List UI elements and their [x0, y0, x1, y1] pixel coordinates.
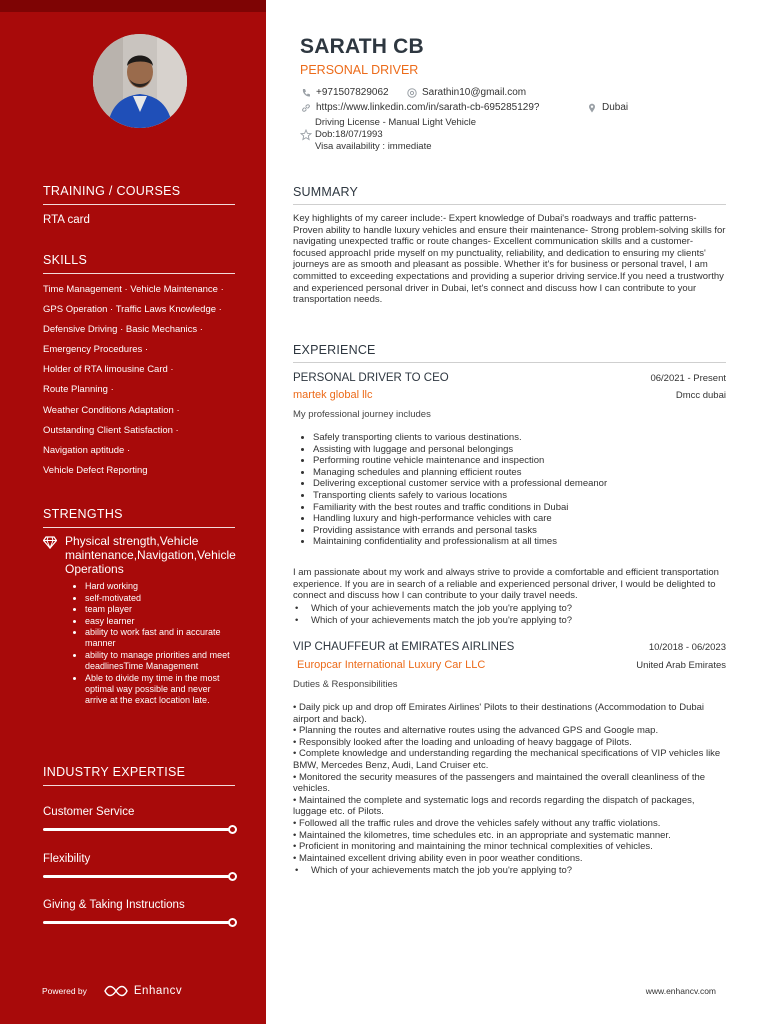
job1-question: • Which of your achievements match the job you're applying to? [293, 603, 726, 615]
linkedin-contact[interactable] [301, 102, 539, 113]
expertise-label: Giving & Taking Instructions [43, 899, 185, 911]
strength-item: • Hard working [85, 581, 235, 592]
phone-icon [301, 88, 311, 98]
expertise-label: Customer Service [43, 806, 135, 818]
strength-heading: Physical strength,Vehicle maintenance,Navigation,Vehicle Operations [65, 534, 236, 576]
phone-contact[interactable] [301, 87, 389, 98]
job2-duty: • Proficient in monitoring and maintaining the minor technical complexities of vehicles. [293, 841, 653, 853]
linkedin-text: https://www.linkedin.com/in/sarath-cb-695285129? [316, 102, 540, 113]
job1-bullet: • Familiarity with the best routes and traffic conditions in Dubai [313, 502, 723, 514]
job1-question: • Which of your achievements match the job you're applying to? [293, 615, 726, 627]
candidate-role: PERSONAL DRIVER [300, 63, 419, 77]
job1-bullet: • Maintaining confidentiality and professionalism at all times [313, 536, 723, 548]
candidate-name: SARATH CB [300, 35, 424, 58]
job2-duty: • Followed all the traffic rules and drove the vehicles safely without any traffic violations. [293, 817, 661, 829]
job1-bullet: • Transporting clients safely to various locations [313, 490, 723, 502]
job1-bullet: • Providing assistance with errands and personal tasks [313, 525, 723, 537]
job2-duties [293, 702, 726, 864]
strength-item: • easy learner [85, 616, 235, 627]
job2-question: • Which of your achievements match the job you're applying to? [293, 865, 726, 877]
star-icon [300, 129, 312, 141]
job1-bullets [313, 432, 723, 548]
expertise-list [43, 806, 235, 946]
job2-description: Duties & Responsibilities [293, 679, 398, 690]
job2-duty: • Monitored the security measures of the passengers and maintained the overall cleanliness of the vehicles. [293, 771, 706, 795]
expertise-title: INDUSTRY EXPERTISE [43, 765, 235, 786]
expertise-knob [228, 872, 237, 881]
email-contact[interactable] [407, 87, 526, 98]
skill-item: Vehicle Defect Reporting [43, 464, 148, 476]
strength-item: • team player [85, 604, 235, 615]
job1-bullet: • Safely transporting clients to various destinations. [313, 432, 723, 444]
skill-item: Defensive Driving · Basic Mechanics · [43, 324, 203, 336]
location-contact [587, 102, 628, 113]
strengths-title: STRENGTHS [43, 507, 235, 528]
experience-title: EXPERIENCE [293, 343, 726, 363]
expertise-section [43, 765, 235, 946]
job1-bullet: • Handling luxury and high-performance vehicles with care [313, 513, 723, 525]
skill-item: Time Management · Vehicle Maintenance · [43, 284, 224, 295]
strength-list [65, 581, 235, 706]
job1-questions [293, 603, 726, 626]
job1-dates: 06/2021 - Present [650, 373, 726, 384]
skill-item: Holder of RTA limousine Card · [43, 364, 174, 376]
enhancv-brand[interactable] [103, 984, 182, 998]
job2-questions [293, 865, 726, 877]
skills-title: SKILLS [43, 253, 235, 274]
skill-item: GPS Operation · Traffic Laws Knowledge · [43, 304, 222, 316]
strengths-section [43, 507, 235, 707]
expertise-knob [228, 918, 237, 927]
job1-bullet: • Managing schedules and planning efficient routes [313, 467, 723, 479]
strength-item: • ability to manage priorities and meet deadlinesTime Management [85, 650, 235, 673]
training-text: RTA card [43, 214, 90, 226]
job2-company: Europcar International Luxury Car LLC [297, 659, 486, 671]
location-pin-icon [587, 103, 597, 113]
skill-item: Route Planning · [43, 384, 114, 396]
skill-item: Weather Conditions Adaptation · [43, 404, 180, 416]
expertise-bar [43, 921, 233, 924]
job1-company: martek global llc [293, 389, 373, 401]
job2-duty: • Complete knowledge and understanding regarding the mechanical specifications of VIP vehicles like BMW, Mercedes Benz, Audi, Land Cruiser etc. [293, 748, 721, 771]
sidebar [0, 0, 266, 1024]
dob-line: Dob:18/07/1993 [315, 129, 383, 140]
phone-text: +971507829062 [316, 87, 389, 98]
enhancv-brand-text: Enhancv [133, 985, 183, 997]
location-text: Dubai [602, 102, 629, 113]
diamond-icon [43, 536, 57, 549]
sidebar-top-band [0, 0, 266, 12]
strength-block [43, 535, 235, 707]
job1-bullet: • Performing routine vehicle maintenance and inspection [313, 455, 723, 467]
job2-title: VIP CHAUFFEUR at EMIRATES AIRLINES [293, 641, 515, 653]
job2-duty: • Responsibly looked after the loading and unloading of heavy baggage of Pilots. [293, 736, 632, 748]
job1-title: PERSONAL DRIVER TO CEO [293, 372, 449, 384]
job2-duty: • Maintained the kilometres, time schedules etc. in an appropriate and systematic manner. [293, 829, 671, 841]
job1-closing: I am passionate about my work and always strive to provide a comfortable and efficient transportation experience. If you are in search of a reliable and experienced personal driver, I would be delighted to connect and discuss how I can contribute to your daily travel needs. [293, 567, 719, 602]
expertise-bar [43, 875, 233, 878]
footer-url[interactable]: www.enhancv.com [645, 986, 716, 996]
strength-item: • Able to divide my time in the most optimal way possible and never arrive at the exact location late. [85, 673, 235, 707]
expertise-label: Flexibility [43, 852, 91, 865]
training-section [43, 184, 235, 226]
summary-title: SUMMARY [293, 185, 726, 205]
avatar-photo [93, 34, 187, 128]
job2-dates: 10/2018 - 06/2023 [648, 642, 726, 653]
job2-duty: • Daily pick up and drop off Emirates Airlines' Pilots to their destinations (Accommodation to Dubai airport and back). [293, 702, 705, 725]
avatar [93, 34, 187, 128]
link-icon [301, 103, 311, 113]
job1-location: Dmcc dubai [675, 390, 726, 401]
job1-description: My professional journey includes [293, 409, 431, 420]
expertise-item [43, 899, 235, 946]
skill-item: Outstanding Client Satisfaction · [43, 424, 179, 436]
skills-section [43, 253, 235, 481]
visa-line: Visa availability : immediate [315, 141, 432, 152]
expertise-bar [43, 828, 233, 831]
enhancv-logo-icon [103, 984, 129, 998]
skill-item: Emergency Procedures · [43, 344, 149, 356]
powered-by-label: Powered by [42, 986, 87, 996]
job2-duty: • Planning the routes and alternative routes using the advanced GPS and Google map. [293, 725, 659, 737]
training-title: TRAINING / COURSES [43, 184, 235, 205]
job2-duty: • Maintained the complete and systematic logs and records regarding the dispatch of packages, luggage etc. of Pilots. [293, 794, 695, 818]
skill-item: Navigation aptitude · [43, 444, 131, 456]
strength-item: • self-motivated [85, 593, 235, 604]
powered-by [42, 984, 182, 998]
job2-duty: • Maintained excellent driving ability even in poor weather conditions. [293, 852, 583, 864]
job1-bullet: • Delivering exceptional customer service with a professional demeanor [313, 478, 723, 490]
job1-bullet: • Assisting with luggage and personal belongings [313, 444, 723, 456]
expertise-item [43, 853, 235, 900]
at-icon [407, 88, 417, 98]
expertise-knob [228, 825, 237, 834]
job2-location: United Arab Emirates [636, 660, 726, 671]
summary-text: Key highlights of my career include:- Expert knowledge of Dubai's roadways and traffic patterns- Proven ability to handle luxury vehicles and ensure their maintenance- Strong problem-solving skills for navigating unexpected traffic or route changes- Excellent communication skills and a customer-focused approachI pride myself on my punctuality, reliability, and dedication to ensuring my clients' journeys are as smooth and pleasant as possible. Whether it's for business or personal travel, I am committed to exceeding expectations and providing a superior driving service.If you need a trustworthy and experienced personal driver in Dubai, let's connect and discuss how I can contribute to your transportation needs. [293, 213, 726, 306]
expertise-item [43, 806, 235, 853]
license-line: Driving License - Manual Light Vehicle [315, 117, 477, 128]
strength-item: • ability to work fast and in accurate manner [85, 627, 235, 650]
email-text: Sarathin10@gmail.com [422, 87, 527, 98]
skills-list [43, 280, 235, 481]
